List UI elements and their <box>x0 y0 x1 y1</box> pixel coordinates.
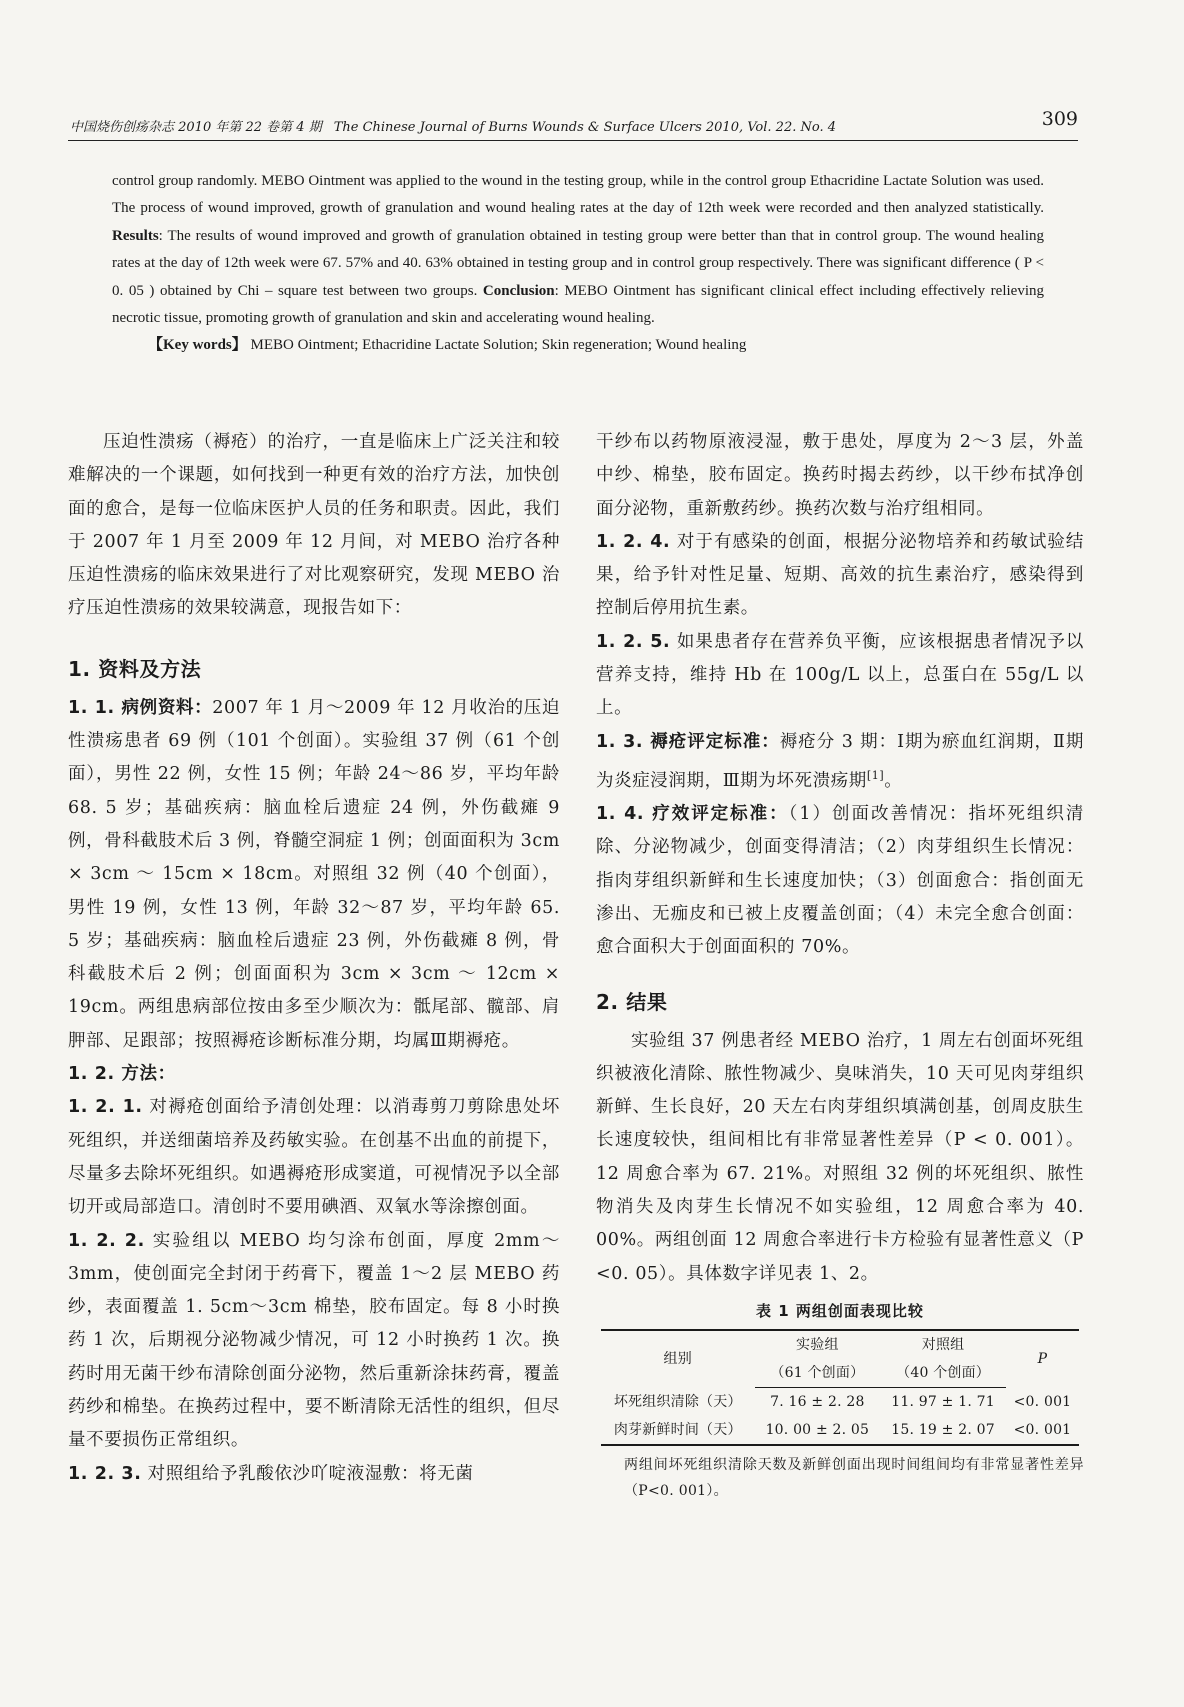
section-1-2-4-label: 1. 2. 4. <box>596 531 671 552</box>
header-test: 实验组 <box>755 1330 881 1359</box>
row-p-value: <0. 001 <box>1013 1393 1072 1410</box>
keywords-label: 【Key words】 <box>148 337 247 354</box>
results-paragraph: 实验组 37 例患者经 MEBO 治疗，1 周左右创面坏死组织被液化清除、脓性物减少、臭味消失，10 天可见肉芽组织新鲜、生长良好，20 天左右肉芽组织填满创基，创周皮肤生长速度较快，组间相比有非常显著性差异（P < 0. 001）。12 周愈合率为 67. 21%。对照组 32 例的坏死组织、脓性物消失及肉芽生长情况不如实验组，12 周愈合率为 40. 00%。两组创面 12 周愈合率进行卡方检验有显著性意义（P <0. 05）。具体数字详见表 1、2。 <box>596 1030 1084 1284</box>
intro-paragraph: 压迫性溃疡（褥疮）的治疗，一直是临床上广泛关注和较难解决的一个课题，如何找到一种更有效的治疗方法，加快创面的愈合，是每一位临床医护人员的任务和职责。因此，我们于 2007 年 1 月至 2009 年 12 月间，对 MEBO 治疗各种压迫性溃疡的临床效果进行了对比观察研究，发现 MEBO 治疗压迫性溃疡的效果较满意，现报告如下： <box>68 432 560 619</box>
row-test-value: 10. 00 ± 2. 05 <box>755 1416 881 1445</box>
reference-marker: [1] <box>866 768 885 782</box>
header-test-sub: （61 个创面） <box>755 1359 881 1388</box>
abstract-text-3: : MEBO Ointment has significant clinical effect including effectively relieving necrotic tissue, promoting growth of granulation and skin and accelerating wound healing. <box>112 282 1044 327</box>
table-note: 两组间坏死组织清除天数及新鲜创面出现时间组间均有非常显著性差异（P<0. 001）。 <box>624 1456 1084 1499</box>
section-1-2-3-label: 1. 2. 3. <box>68 1463 142 1484</box>
journal-title-cn: 中国烧伤创疡杂志 2010 年第 22 卷第 4 期 <box>70 120 322 135</box>
header-group: 组别 <box>601 1330 755 1388</box>
section-1-2-1-label: 1. 2. 1. <box>68 1097 143 1118</box>
row-label: 坏死组织清除（天） <box>613 1393 742 1410</box>
row-control-value: 11. 97 ± 1. 71 <box>891 1393 995 1410</box>
section-1-3-end: 。 <box>884 770 903 791</box>
section-1-2-3-continued: 干纱布以药物原液浸湿，敷于患处，厚度为 2～3 层，外盖中纱、棉垫，胶布固定。换药时揭去药纱，以干纱布拭净创面分泌物，重新敷药纱。换药次数与治疗组相同。 <box>596 432 1084 519</box>
section-1-1 <box>68 692 560 1058</box>
section-1-2-label: 1. 2. 方法： <box>68 1064 176 1085</box>
section-1-2-1 <box>68 1091 560 1224</box>
results-label: Results <box>112 227 159 244</box>
keywords-line <box>112 332 1044 359</box>
section-2-heading: 2. 结果 <box>596 989 668 1014</box>
section-1-2-2-text: 实验组以 MEBO 均匀涂布创面，厚度 2mm～3mm，使创面完全封闭于药膏下，覆盖 1～2 层 MEBO 药纱，表面覆盖 1. 5cm～3cm 棉垫，胶布固定。每 8 小时换药 1 次，后期视分泌物减少情况，可 12 小时换药 1 次。换药时用无菌干纱布清除创面分泌物，然后重新涂抹药膏，覆盖药纱和棉垫。在换药过程中，要不断清除无活性的组织，但尽量不要损伤正常组织。 <box>68 1230 560 1451</box>
right-column <box>596 426 1084 1504</box>
row-label: 肉芽新鲜时间（天） <box>601 1416 755 1445</box>
table-1 <box>596 1297 1084 1504</box>
section-1-3-label: 1. 3. 褥疮评定标准： <box>596 731 780 752</box>
keywords-text: MEBO Ointment; Ethacridine Lactate Solution; Skin regeneration; Wound healing <box>246 337 747 354</box>
running-header <box>68 108 1078 141</box>
table-caption: 表 1 两组创面表现比较 <box>756 1301 924 1320</box>
journal-title-en: The Chinese Journal of Burns Wounds & Surface Ulcers 2010, Vol. 22. No. 4 <box>333 120 836 135</box>
page-number: 309 <box>1041 108 1078 130</box>
section-1-2-3 <box>68 1458 560 1491</box>
section-1-heading: 1. 资料及方法 <box>68 656 202 681</box>
section-1-2-5-text: 如果患者存在营养负平衡，应该根据患者情况予以营养支持，维持 Hb 在 100g/L 以上，总蛋白在 55g/L 以上。 <box>596 631 1084 719</box>
section-1-2-3-text: 对照组给予乳酸依沙吖啶液湿敷：将无菌 <box>141 1463 474 1484</box>
running-title <box>70 116 836 135</box>
english-abstract <box>112 168 1044 360</box>
section-1-2-4-text: 对于有感染的创面，根据分泌物培养和药敏试验结果，给予针对性足量、短期、高效的抗生素治疗，感染得到控制后停用抗生素。 <box>596 531 1084 619</box>
header-control-sub: （40 个创面） <box>880 1359 1006 1388</box>
left-column <box>68 426 560 1491</box>
section-1-2-2-label: 1. 2. 2. <box>68 1230 145 1251</box>
row-test-value: 7. 16 ± 2. 28 <box>770 1393 865 1410</box>
abstract-text-2: : The results of wound improved and growth of granulation obtained in testing group were better than that in control group. The wound healing rates at the day of 12th week were 67. 57% and 40. 63% obtained in testing group and in control group respectively. There was significant difference ( P < 0. 05 ) obtained by Chi – square test between two groups. <box>112 227 1044 299</box>
section-1-1-label: 1. 1. 病例资料： <box>68 697 213 718</box>
section-1-1-text: 2007 年 1 月～2009 年 12 月收治的压迫性溃疡患者 69 例（101 个创面）。实验组 37 例（61 个创面），男性 22 例，女性 15 例；年龄 24～86 岁，平均年龄 68. 5 岁；基础疾病：脑血栓后遗症 24 例，外伤截瘫 9 例，骨科截肢术后 3 例，脊髓空洞症 1 例；创面面积为 3cm × 3cm ～ 15cm × 18cm。对照组 32 例（40 个创面），男性 19 例，女性 13 例，年龄 32～87 岁，平均年龄 65. 5 岁；基础疾病：脑血栓后遗症 23 例，外伤截瘫 8 例，骨科截肢术后 2 例；创面面积为 3cm × 3cm ～ 12cm × 19cm。两组患病部位按由多至少顺次为：骶尾部、髋部、肩胛部、足跟部；按照褥疮诊断标准分期，均属Ⅲ期褥疮。 <box>68 697 560 1051</box>
table-row <box>601 1416 1079 1445</box>
section-1-4 <box>596 798 1084 964</box>
conclusion-label: Conclusion <box>482 282 555 299</box>
section-1-2-2 <box>68 1225 560 1458</box>
section-1-4-label: 1. 4. 疗效评定标准： <box>596 804 789 825</box>
row-control-value: 15. 19 ± 2. 07 <box>880 1416 1006 1445</box>
section-1-2-4 <box>596 526 1084 626</box>
section-1-3-text: 褥疮分 3 期：Ⅰ期为瘀血红润期，Ⅱ期为炎症浸润期，Ⅲ期为坏死溃疡期 <box>596 731 1084 791</box>
section-1-2-5 <box>596 626 1084 726</box>
abstract-text-1: control group randomly. MEBO Ointment was applied to the wound in the testing group, while in the control group Ethacridine Lactate Solution was used. The process of wound improved, growth of granulation and wound healing rates at the day of 12th week were recorded and then analyzed statistically. <box>112 173 1044 217</box>
table-row <box>601 1387 1079 1416</box>
section-1-2-1-text: 对褥疮创面给予清创处理：以消毒剪刀剪除患处坏死组织，并送细菌培养及药敏实验。在创基不出血的前提下，尽量多去除坏死组织。如遇褥疮形成窦道，可视情况予以全部切开或局部造口。清创时不要用碘酒、双氧水等涂擦创面。 <box>68 1097 560 1218</box>
row-p-value: <0. 001 <box>1006 1416 1079 1445</box>
header-control: 对照组 <box>880 1330 1006 1359</box>
header-p: P <box>1006 1330 1079 1388</box>
section-1-2-5-label: 1. 2. 5. <box>596 631 671 652</box>
section-1-4-text: （1）创面改善情况：指坏死组织清除、分泌物减少，创面变得清洁；（2）肉芽组织生长情况：指肉芽组织新鲜和生长速度加快；（3）创面愈合：指创面无渗出、无痂皮和已被上皮覆盖创面；（4）未完全愈合创面：愈合面积大于创面面积的 70%。 <box>596 804 1084 958</box>
comparison-table <box>601 1329 1079 1446</box>
section-1-3 <box>596 726 1084 798</box>
